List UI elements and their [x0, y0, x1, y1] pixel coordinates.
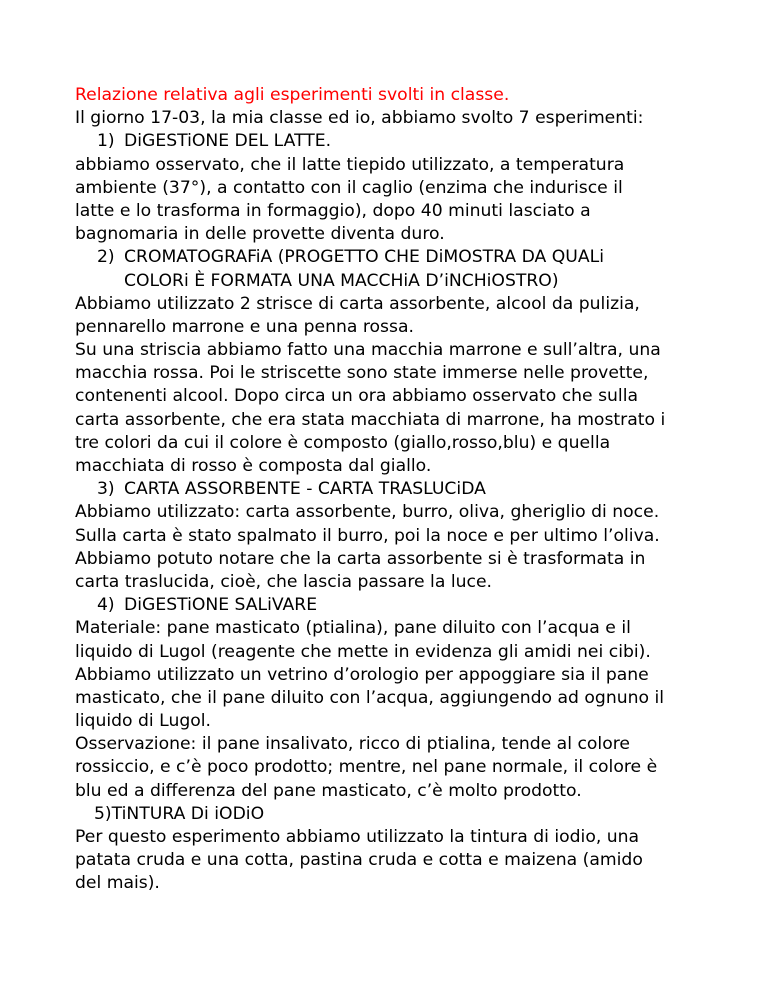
paragraph-line: Per questo esperimento abbiamo utilizzato la tintura di iodio, una — [75, 827, 640, 847]
paragraph-line: rossiccio, e c’è poco prodotto; mentre, nel pane normale, il colore è — [75, 757, 658, 778]
experiment-3-title: CARTA ASSORBENTE - CARTA TRASLUCiDA — [124, 479, 486, 500]
experiment-2-title: CROMATOGRAFiA (PROGETTO CHE DiMOSTRA DA QUALi — [124, 247, 604, 268]
paragraph-line: contenenti alcool. Dopo circa un ora abbiamo osservato che sulla — [75, 386, 639, 407]
paragraph-line: masticato, che il pane diluito con l’acqua, aggiungendo ad ognuno il — [75, 687, 665, 708]
experiment-3-heading — [75, 478, 755, 501]
intro-text: Il giorno 17-03, la mia classe ed io, abbiamo svolto 7 esperimenti: — [75, 108, 644, 129]
paragraph-line: Abbiamo utilizzato un vetrino d’orologio per appoggiare sia il pane — [75, 664, 649, 685]
paragraph-line: Abbiamo potuto notare che la carta assorbente si è trasformata in — [75, 548, 646, 569]
paragraph-line: blu ed a differenza del pane masticato, c’è molto prodotto. — [75, 780, 582, 801]
experiment-1-number: 1) — [97, 131, 115, 152]
paragraph-line: macchia rossa. Poi le striscette sono state immerse nelle provette, — [75, 363, 649, 384]
paragraph-line: carta assorbente, che era stata macchiata di marrone, ha mostrato i — [75, 409, 666, 430]
document-page — [75, 84, 755, 896]
paragraph-line: liquido di Lugol. — [75, 711, 211, 732]
paragraph-line: pennarello marrone e una penna rossa. — [75, 316, 414, 337]
experiment-4-number: 4) — [97, 595, 115, 616]
paragraph-line: liquido di Lugol (reagente che mette in evidenza gli amidi nei cibi). — [75, 641, 651, 662]
experiment-5-heading: 5)TiNTURA Di iODiO — [94, 803, 265, 824]
paragraph-line: carta traslucida, cioè, che lascia passare la luce. — [75, 571, 492, 592]
paragraph-line: latte e lo trasforma in formaggio), dopo 40 minuti lasciato a — [75, 200, 591, 221]
paragraph-line: ambiente (37°), a contatto con il caglio (enzima che indurisce il — [75, 177, 623, 198]
paragraph-line: bagnomaria in delle provette diventa duro. — [75, 224, 445, 245]
paragraph-line: Abbiamo utilizzato 2 strisce di carta assorbente, alcool da pulizia, — [75, 293, 640, 314]
experiment-1-heading — [75, 130, 755, 153]
experiment-3-number: 3) — [97, 479, 115, 500]
experiment-2-title-continued: COLORi È FORMATA UNA MACCHiA D’iNCHiOSTRO) — [124, 270, 559, 291]
paragraph-line: Abbiamo utilizzato: carta assorbente, burro, oliva, gheriglio di noce. — [75, 502, 660, 523]
paragraph-line: abbiamo osservato, che il latte tiepido utilizzato, a temperatura — [75, 154, 625, 175]
paragraph-line: Materiale: pane masticato (ptialina), pane diluito con l’acqua e il — [75, 618, 631, 639]
experiment-1-title: DiGESTiONE DEL LATTE. — [124, 131, 332, 152]
paragraph-line: macchiata di rosso è composta dal giallo. — [75, 456, 432, 476]
experiment-4-title: DiGESTiONE SALiVARE — [124, 595, 318, 616]
paragraph-line: Su una striscia abbiamo fatto una macchia marrone e sull’altra, una — [75, 340, 661, 361]
paragraph-line: Osservazione: il pane insalivato, ricco di ptialina, tende al colore — [75, 734, 630, 755]
experiment-2-heading — [75, 246, 755, 269]
paragraph-line: del mais). — [75, 873, 160, 894]
report-title: Relazione relativa agli esperimenti svolti in classe. — [75, 85, 510, 105]
paragraph-line: Sulla carta è stato spalmato il burro, poi la noce e per ultimo l’oliva. — [75, 525, 660, 546]
paragraph-line: tre colori da cui il colore è composto (giallo,rosso,blu) e quella — [75, 432, 611, 453]
paragraph-line: patata cruda e una cotta, pastina cruda e cotta e maizena (amido — [75, 850, 643, 871]
experiment-4-heading — [75, 594, 755, 617]
experiment-2-number: 2) — [97, 247, 115, 268]
